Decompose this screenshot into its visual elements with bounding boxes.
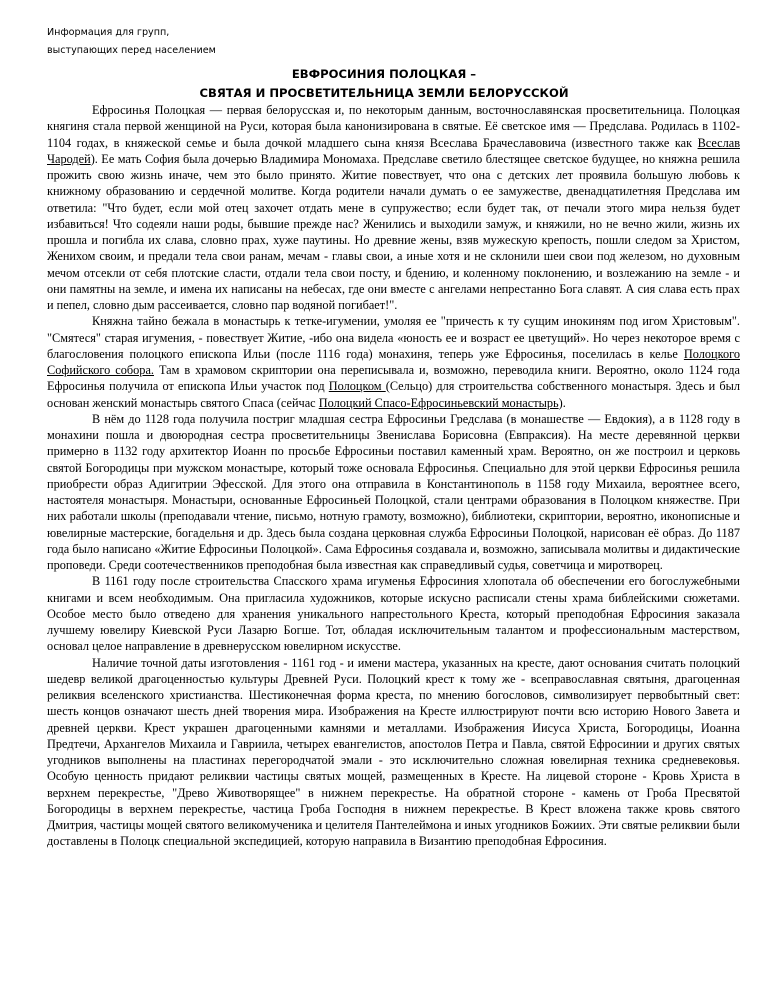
- document-body: [47, 102, 740, 850]
- audience-note-line-1: Информация для групп,: [47, 27, 170, 38]
- paragraph-2-text-b: Там в храмовом скриптории она переписывала и, возможно, переводила книги. Вероятно, около 1124 года Ефросинья получила от епископа Ильи участок под: [47, 363, 741, 394]
- paragraph-5: Наличие точной даты изготовления - 1161 год - и имени мастера, указанных на кресте, дают основания считать полоцкий шедевр великой драгоценностью культуры Древней Руси. Полоцкий крест к тому же - всеправославная святыня, драгоценная реликвия вселенского христианства. Шестиконечная форма креста, по мнению богословов, символизирует первобытный свет: шесть концов означают шесть дней творения мира. Изображения на Кресте иллюстрируют почти всю историю Нового Завета и древней церкви. Крест украшен драгоценными камнями и металлами. Изображения Иисуса Христа, Богородицы, Иоанна Предтечи, Архангелов Михаила и Гавриила, четырех евангелистов, апостолов Петра и Павла, святой Ефросинии и других святых угодников выполнены на пластинах перегородчатой эмали - это исключительно сложная ювелирная техника средневековья. Особую ценность придают реликвии частицы святых мощей, размещенных в Кресте. На лицевой стороне - Кровь Христа в верхнем перекрестье, "Древо Животворящее" в нижнем перекрестье. На обратной стороне - камень от Гроба Пресвятой Богородицы в верхнем перекрестье, частица Гроба Господня в нижнем перекрестье. В Крест вложена также кровь святого Дмитрия, частицы мощей святого великомученика и целителя Пантелеймона и иных угодников Божиих. Эти святые реликвии были доставлены в Полоцк специальной экспедицией, которую направила в Византию преподобная Ефросиния.: [47, 655, 740, 849]
- title-line-1: ЕВФРОСИНИЯ ПОЛОЦКАЯ –: [291, 67, 477, 81]
- link-sophia-cathedral[interactable]: Полоцкого Софийского собора.: [47, 346, 740, 377]
- paragraph-2: [47, 313, 740, 411]
- paragraph-2-text-c: (Сельцо) для строительства собственного монастыря. Здесь и был основан женский монастырь святого Спаса (сейчас: [47, 379, 740, 410]
- paragraph-1-text-b: ). Ее мать София была дочерью Владимира Мономаха. Предславе светило блестящее светское будущее, но княжна решила прожить свою жизнь иначе, чем это было принято. Житие повествует, что она с детских лет проявила большую любовь к книжному образованию и сердечной молитве. Когда родители начали думать о ее замужестве, двенадцатилетняя Предслава им ответила: "Что будет, если мой отец захочет отдать мене в супружество; если будет так, от печали этого мира нельзя будет избавиться! Что содеяли наши роды, бывшие прежде нас? Женились и выходили замуж, и княжили, но не вечно жили, жизнь их прошла и погибла их слава, словно прах, хуже паутины. Но древние жены, взяв мужескую крепость, пошли следом за Христом, Женихом своим, и предали тела свои ранам, мечам - главы свои, а иные хотя и не склонили шеи свои под железом, но духовным мечом отсекли от себя плотские сласти, отдали тела свои посту, и бдению, и коленному поклонению, и возлежанию на земле - и они памятны на земле, и имена их написаны на небесах, где они вместе с ангелами непрестанно Бога славят. А сия слава есть прах и пепел, словно дым рассеивается, словно пар водяной погибает!".: [47, 151, 740, 312]
- paragraph-1-text-a: Ефросинья Полоцкая — первая белорусская и, по некоторым данным, восточнославянская просветительница. Полоцкая княгиня стала первой женщиной на Руси, которая была канонизирована в святые. Её светское имя — Предслава. Родилась в 1102-1104 годах, в княжеской семье и была дочкой младшего сына князя Всеслава Брачеславовича (известного также как: [47, 103, 740, 150]
- link-vseslav[interactable]: Всеслав Чародей: [47, 135, 740, 166]
- paragraph-2-text-a: Княжна тайно бежала в монастырь к тетке-игумении, умоляя ее "причесть к ту сущим инокиням под игом Христовым". "Смятеся" старая игумения, - повествует Житие, -ибо она видела «юность ее и возраст ее цветущий». Но через некоторое время с благословения полоцкого епископа Ильи (после 1116 года) монахиня, теперь уже Ефросинья, поселилась в келье: [47, 314, 740, 361]
- link-spaso-monastery[interactable]: Полоцкий Спасо-Ефросиньевский монастырь: [318, 395, 559, 410]
- paragraph-3: В нём до 1128 года получила постриг младшая сестра Ефросиньи Гредслава (в монашестве — Евдокия), а в 1128 году в монахини пошла и двоюродная сестра просветительницы Звенислава Борисовна (Евпраксия). На месте деревянной церкви примерно в 1132 году архитектор Иоанн по просьбе Ефросиньи поставил каменный храм. Вероятно, он же построил и церковь святой Богородицы при мужском монастыре, который тоже основала Ефросинья. Специально для этой церкви Ефросинья решила приобрести образ Адигитрии Эфесской. Для этого она отправила в Константинополь в 1158 году Михаила, вероятнее всего, настоятеля монастыря. Монастыри, основанные Ефросиньей Полоцкой, стали центрами образования в Полоцком княжестве. При них работали школы (преподавали чтение, письмо, нотную грамоту, возможно), библиотеки, скриптории, вероятно, иконописные и ювелирные мастерские, богадельня и др. Здесь была создана церковная служба Ефросиньи Полоцкой, нарисован её образ. До 1187 года было написано «Житие Ефросиньи Полоцкой». Сама Ефросинья создавала и, возможно, записывала молитвы и дидактические проповеди. Среди соотечественников преподобная была известная как справедливый судья, советчица и миротворец.: [47, 411, 740, 572]
- title-line-2: СВЯТАЯ И ПРОСВЕТИТЕЛЬНИЦА ЗЕМЛИ БЕЛОРУССКОЙ: [199, 86, 569, 100]
- document-title: [0, 65, 768, 103]
- audience-note: [47, 24, 216, 60]
- paragraph-1: [47, 102, 740, 313]
- paragraph-4: В 1161 году после строительства Спасского храма игуменья Ефросиния хлопотала об обеспечении его богослужебными книгами и всем необходимым. Она пригласила художников, которые искусно расписали стены храма библейскими сюжетами. Особое место было отведено для хранения уникального напрестольного Креста, который преподобная Ефросиния заказала лучшему ювелиру Киевской Руси Лазарю Богше. Тот, обладая исключительным талантом и профессиональным мастерством, основал целое направление в древнерусском ювелирном искусстве.: [47, 574, 740, 654]
- link-polotsk[interactable]: Полоцком: [328, 379, 386, 394]
- paragraph-2-text-d: ).: [558, 395, 566, 410]
- audience-note-line-2: выступающих перед населением: [47, 45, 216, 56]
